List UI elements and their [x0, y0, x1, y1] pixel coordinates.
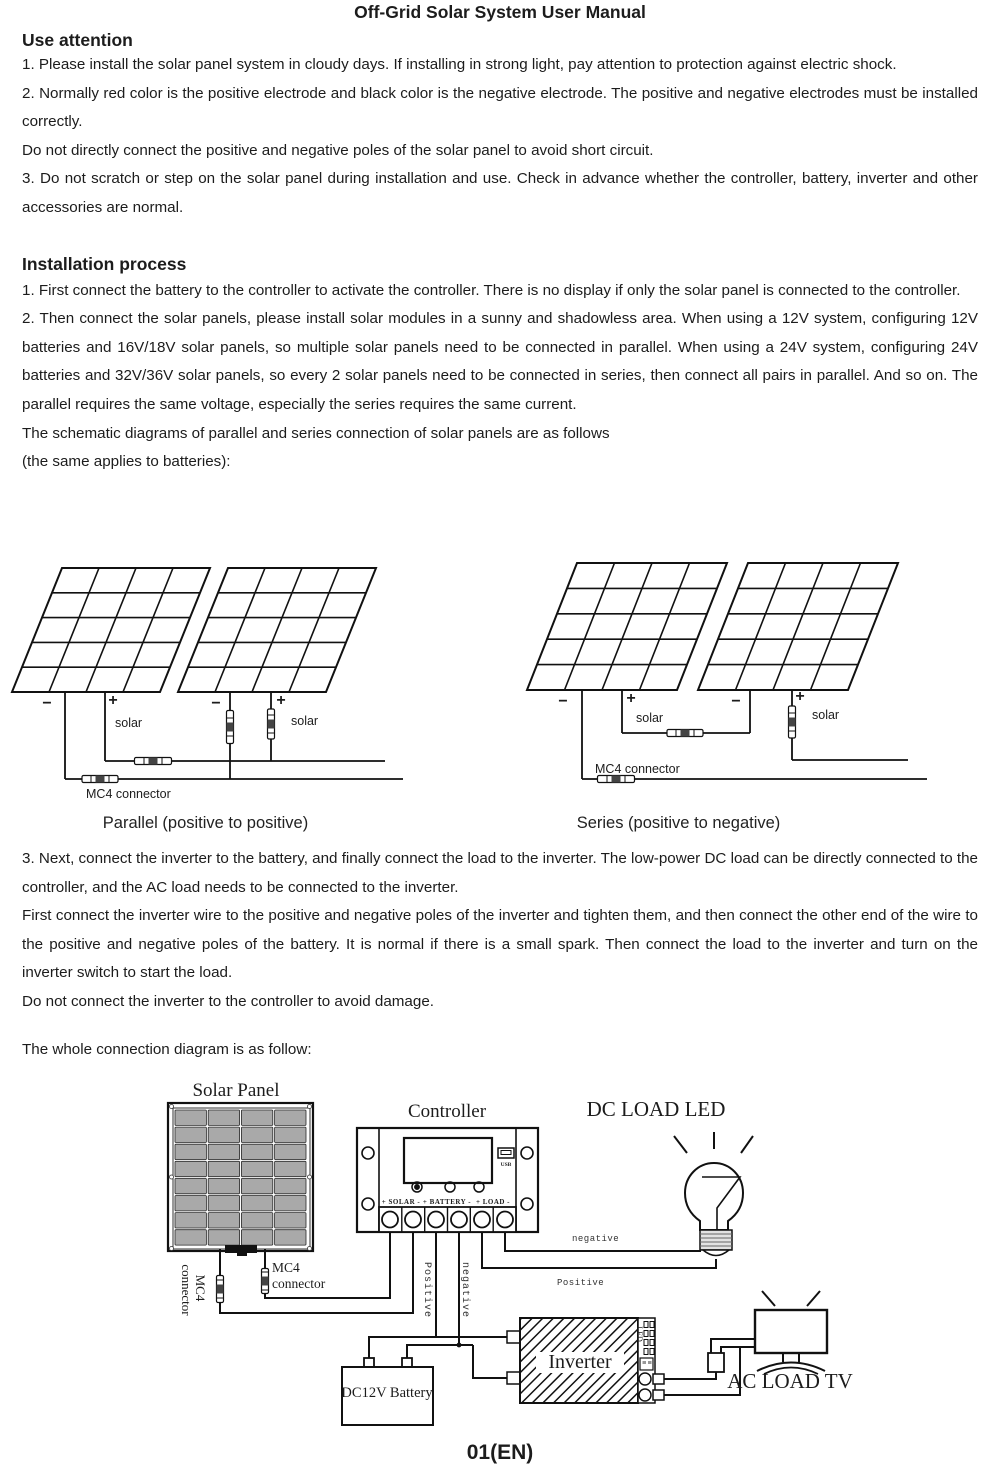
mc4-connector-label: MC4 [193, 1274, 208, 1302]
solar-panel-icon [12, 568, 210, 692]
mc4-connector-label: connector [272, 1276, 326, 1291]
paragraph: The schematic diagrams of parallel and series connection of solar panels are as follows [22, 424, 610, 442]
page-title: Off-Grid Solar System User Manual [354, 2, 646, 22]
solar-label: solar [636, 711, 664, 725]
load-terminal-label: + LOAD - [475, 1198, 511, 1206]
parallel-connection-diagram [0, 555, 500, 815]
mc4-connector-icon [82, 776, 118, 783]
paragraph: First connect the inverter wire to the positive and negative poles of the inverter and tighten them, and then connect the other end of the wire to the positive and negative poles of the battery. It is normal if there is a small spark. Then connect the load to the inverter and turn on the inverter switch to start the load. [22, 907, 978, 982]
junction-box [225, 1245, 257, 1253]
plug-icon [708, 1353, 724, 1372]
solar-panel-icon [698, 563, 898, 690]
mc4-connector-label: MC4 connector [595, 762, 680, 776]
solar-panel-icon [178, 568, 376, 692]
load-negative-wire-label: negative [572, 1234, 620, 1244]
mc4-connector-icon [268, 709, 275, 739]
load-positive-wire-label: Positive [557, 1278, 605, 1288]
ac-outlet-icon [639, 1373, 651, 1385]
solar-panel-module [168, 1103, 313, 1256]
mc4-connector-icon [227, 711, 234, 744]
paragraph: Do not directly connect the positive and negative poles of the solar panel to avoid short circuit. [22, 141, 654, 159]
plus-terminal-label: + [276, 692, 286, 709]
usb-label: USB [500, 1162, 512, 1168]
text-column [22, 0, 978, 477]
minus-terminal-label: − [211, 695, 221, 712]
solar-terminal-label: + SOLAR - [381, 1198, 421, 1206]
paragraph: 2. Then connect the solar panels, please install solar modules in a sunny and shadowless area. When using a 12V system, configuring 12V batteries and 16V/18V solar panels, so multiple solar panels need to be connected in parallel. When using a 24V system, configuring 24V batteries and 32V/36V solar panels, so every 2 solar panels need to be connected in series, then connect all pairs in parallel. And so on. The parallel requires the same voltage, especially the series requires the same current. [22, 310, 978, 413]
mc4-connector-label: MC4 [272, 1260, 300, 1275]
mc4-connector-icon [135, 758, 172, 765]
paragraph: 3. Do not scratch or step on the solar panel during installation and use. Check in advance whether the controller, battery, inverter and other accessories are normal. [22, 170, 978, 216]
step3-text [22, 845, 978, 1017]
dc-load-led-label: DC LOAD LED [586, 1097, 726, 1121]
ac-outlet-icon [639, 1389, 651, 1401]
inverter-label: Inverter [548, 1351, 612, 1373]
paragraph: 3. Next, connect the inverter to the battery, and finally connect the load to the inverter. The low-power DC load can be directly connected to the controller, and the AC load needs to be connected to the inverter. [22, 850, 978, 896]
mc4-connector-icon [262, 1269, 269, 1294]
solar-label: solar [115, 716, 143, 730]
solar-panel-icon [527, 563, 727, 690]
heading-use-attention: Use attention [22, 30, 133, 50]
diagram-intro: The whole connection diagram is as follow: [22, 1041, 312, 1058]
paragraph: Do not connect the inverter to the controller to avoid damage. [22, 992, 434, 1010]
battery-negative-wire-label: negative [459, 1261, 470, 1319]
series-caption: Series (positive to negative) [576, 814, 781, 832]
controller-display [404, 1138, 492, 1183]
parallel-caption: Parallel (positive to positive) [102, 814, 309, 832]
system-connection-diagram [0, 1075, 1000, 1473]
mc4-connector-icon [789, 706, 796, 738]
mc4-connector-label: connector [179, 1264, 194, 1316]
plus-terminal-label: + [626, 690, 636, 707]
mc4-connector-icon [217, 1276, 224, 1303]
usb-port-icon [498, 1148, 514, 1158]
battery-positive-wire-label: Positive [421, 1261, 432, 1319]
ac-load-tv-label: AC LOAD TV [727, 1369, 853, 1393]
page-number: 01(EN) [466, 1441, 534, 1464]
battery-label: DC12V Battery [341, 1385, 433, 1401]
controller [357, 1128, 538, 1232]
paragraph: 1. First connect the battery to the controller to activate the controller. There is no display if only the solar panel is connected to the controller. [22, 281, 961, 299]
minus-terminal-label: − [42, 695, 52, 712]
mc4-connector-label: MC4 connector [86, 787, 171, 801]
paragraph: 2. Normally red color is the positive electrode and black color is the negative electrode. The positive and negative electrodes must be installed correctly. [22, 84, 978, 131]
minus-terminal-label: − [731, 693, 741, 710]
plus-terminal-label: + [108, 692, 118, 709]
mc4-connector-icon [667, 730, 703, 737]
minus-terminal-label: − [558, 693, 568, 710]
mc4-connector-icon [598, 776, 635, 783]
series-connection-diagram [500, 555, 1000, 815]
solar-label: solar [291, 714, 319, 728]
battery-terminal-label: + BATTERY - [422, 1198, 472, 1206]
paragraph: 1. Please install the solar panel system in cloudy days. If installing in strong light, pay attention to protection against electric shock. [22, 56, 897, 73]
plus-terminal-label: + [795, 688, 805, 705]
solar-panel-label: Solar Panel [192, 1080, 280, 1101]
solar-label: solar [812, 708, 840, 722]
inverter-led-label: LED [635, 1326, 644, 1342]
paragraph: (the same applies to batteries): [22, 453, 231, 471]
heading-installation-process: Installation process [22, 253, 187, 274]
light-bulb-icon [674, 1132, 753, 1256]
controller-label: Controller [407, 1101, 487, 1122]
tv-icon [755, 1291, 827, 1374]
wire-junction-dot [457, 1343, 462, 1348]
